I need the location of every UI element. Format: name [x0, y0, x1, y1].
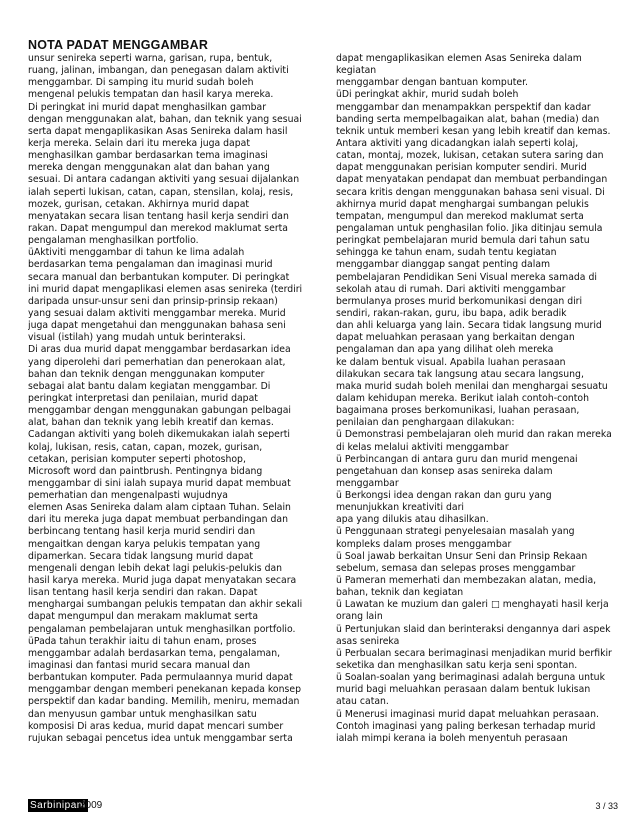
- text-line: sesuai. Di antara cadangan aktiviti yang sesuai dijalankan: [28, 174, 300, 186]
- text-line: ü Perbualan secara berimaginasi menjadikan murid berfikir: [336, 647, 612, 659]
- text-line: menggambar: [336, 477, 399, 489]
- text-line: ü Menerusi imaginasi murid dapat meluahkan perasaan.: [336, 708, 599, 720]
- text-line: hasil karya mereka. Murid juga dapat menyatakan secara: [28, 575, 297, 587]
- text-line: mengaitkan dengan karya pelukis tempatan yang: [28, 538, 261, 550]
- text-line: juga dapat mengetahui dan menggunakan bahasa seni: [28, 320, 286, 332]
- footer-author: Sarbinipani: [30, 800, 86, 811]
- text-line: dan menyusun gambar untuk menghasilkan satu: [28, 708, 257, 720]
- text-line: ü Perbincangan di antara guru dan murid mengenai: [336, 453, 578, 465]
- text-line: sehingga ke tahun enam, sudah tentu kegiatan: [336, 247, 557, 259]
- text-line: sekolah atau di rumah. Dari aktiviti menggambar: [336, 283, 566, 295]
- text-line: mengenal pelukis tempatan dan hasil karya mereka.: [28, 89, 274, 101]
- text-line: asas senireka: [336, 635, 400, 647]
- text-line: üPada tahun terakhir iaitu di tahun enam, proses: [28, 635, 257, 647]
- text-line: dari itu mereka juga dapat membuat perbandingan dan: [28, 514, 289, 526]
- document-title: NOTA PADAT MENGGAMBAR: [28, 38, 209, 52]
- text-line: penilaian dan penghargaan dilakukan:: [336, 417, 515, 429]
- text-line: ü Soal jawab berkaitan Unsur Seni dan Prinsip Rekaan: [336, 550, 588, 562]
- text-line: Di aras dua murid dapat menggambar berdasarkan idea: [28, 344, 291, 356]
- text-line: bermulanya proses murid berkomunikasi dengan diri: [336, 295, 583, 307]
- text-line: menggambar dianggap sangat penting dalam: [336, 259, 551, 271]
- text-line: secara manual dan berbantukan komputer. Di peringkat: [28, 271, 290, 283]
- text-line: apa yang dilukis atau dihasilkan.: [336, 514, 489, 526]
- text-line: menggambar dengan bantuan komputer.: [336, 77, 529, 89]
- text-line: Microsoft word dan paintbrush. Pentingnya bidang: [28, 465, 263, 477]
- left-column: [28, 53, 321, 745]
- text-line: ini murid dapat mengaplikasi elemen asas senireka (terdiri: [28, 283, 303, 295]
- text-line: bahan dan teknik dengan menggunakan komputer: [28, 368, 265, 380]
- text-line: dapat menggunakan perisian komputer sendiri. Murid: [336, 162, 587, 174]
- text-line: dilakukan secara tak langsung atau secara langsung,: [336, 368, 584, 380]
- text-line: dan ahli keluarga yang lain. Secara tidak langsung murid: [336, 320, 602, 332]
- text-line: pengalaman pembelajaran untuk menghasilkan portfolio.: [28, 623, 296, 635]
- text-line: ü Pertunjukan slaid dan berinteraksi dengannya dari aspek: [336, 623, 611, 635]
- text-line: yang sesuai dalam aktiviti menggambar mereka. Murid: [28, 307, 286, 319]
- text-line: komposisi Di aras kedua, murid dapat mencari sumber: [28, 720, 284, 732]
- text-line: menggambar dan menampakkan perspektif dan kadar: [336, 101, 591, 113]
- text-line: unsur senireka seperti warna, garisan, rupa, bentuk,: [28, 53, 273, 64]
- text-line: ruang, jalinan, imbangan, dan penegasan dalam aktiviti: [28, 65, 289, 77]
- text-line: menggambar di sini ialah supaya murid dapat membuat: [28, 477, 291, 489]
- text-line: pengetahuan dan konsep asas senireka dalam: [336, 465, 553, 477]
- text-line: rakan. Dapat mengumpul dan merekod maklumat serta: [28, 222, 288, 234]
- text-line: pengalaman untuk penghasilan folio. Jika ditinjau semula: [336, 222, 603, 234]
- text-line: bahan, teknik dan kegiatan: [336, 587, 464, 599]
- text-line: dengan menggunakan alat, bahan, dan teknik yang sesuai: [28, 113, 302, 125]
- text-line: bagaimana proses berkomunikasi, luahan perasaan,: [336, 405, 580, 417]
- text-line: dapat meluahkan perasaan yang berkaitan dengan: [336, 332, 575, 344]
- right-column: [336, 53, 626, 745]
- text-line: kolaj, lukisan, resis, catan, capan, mozek, gurisan,: [28, 441, 263, 453]
- text-line: elemen Asas Senireka dalam alam ciptaan Tuhan. Selain: [28, 502, 291, 514]
- text-line: kompleks dalam proses menggambar: [336, 538, 512, 550]
- footer-year: 2009: [80, 800, 103, 811]
- text-line: akhirnya murid dapat menghargai sumbangan pelukis: [336, 198, 589, 210]
- text-line: dapat menyatakan pendapat dan membuat perbandingan: [336, 174, 608, 186]
- text-line: ü Lawatan ke muzium dan galeri □ menghayati hasil kerja: [336, 599, 609, 611]
- text-line: menggambar. Di samping itu murid sudah boleh: [28, 77, 254, 89]
- text-line: dapat mengumpul dan merakam maklumat serta: [28, 611, 259, 623]
- text-line: mereka dengan menggunakan alat dan bahan yang: [28, 162, 270, 174]
- text-line: üAktiviti menggambar di tahun ke lima adalah: [28, 247, 245, 259]
- text-line: Di peringkat ini murid dapat menghasilkan gambar: [28, 101, 267, 113]
- text-line: dalam kehidupan mereka. Berikut ialah contoh-contoh: [336, 392, 590, 404]
- text-line: sebelum, semasa dan selepas proses menggambar: [336, 562, 576, 574]
- text-line: ü Soalan-soalan yang berimaginasi adalah berguna untuk: [336, 672, 605, 684]
- text-line: menggambar dengan memberi penekanan kepada konsep: [28, 684, 301, 696]
- text-line: berdasarkan tema pengalaman dan imaginasi murid: [28, 259, 273, 271]
- text-line: tempatan, mengumpul dan merekod maklumat serta: [336, 210, 584, 222]
- text-line: ü Demonstrasi pembelajaran oleh murid dan rakan mereka: [336, 429, 612, 441]
- text-line: rujukan sebagai pencetus idea untuk menggambar serta: [28, 732, 293, 744]
- text-line: üDi peringkat akhir, murid sudah boleh: [336, 89, 519, 101]
- text-line: ü Pameran memerhati dan membezakan alatan, media,: [336, 575, 597, 587]
- page-number: 3 / 33: [595, 801, 618, 811]
- text-line: menggambar dengan menggunakan gabungan pelbagai: [28, 405, 291, 417]
- text-line: menghargai sumbangan pelukis tempatan dan akhir sekali: [28, 599, 303, 611]
- text-line: ialah mimpi kerana ia boleh menyentuh perasaan: [336, 732, 568, 744]
- text-line: Cadangan aktiviti yang boleh dikemukakan ialah seperti: [28, 429, 290, 441]
- text-line: mengenali dengan lebih dekat lagi pelukis-pelukis dan: [28, 562, 283, 574]
- text-line: ü Berkongsi idea dengan rakan dan guru yang: [336, 490, 552, 502]
- text-line: peringkat pembelajaran murid bemula dari tahun satu: [336, 235, 590, 247]
- text-line: maka murid sudah boleh menilai dan menghargai sesuatu: [336, 380, 608, 392]
- text-line: ü Penggunaan strategi penyelesaian masalah yang: [336, 526, 575, 538]
- text-line: murid bagi meluahkan perasaan dalam bentuk lukisan: [336, 684, 591, 696]
- text-line: di kelas melalui aktiviti menggambar: [336, 441, 509, 453]
- text-line: serta dapat mengaplikasikan Asas Senireka dalam hasil: [28, 125, 288, 137]
- text-line: imaginasi dan fantasi murid secara manual dan: [28, 660, 251, 672]
- text-line: Antara aktiviti yang dicadangkan ialah seperti kolaj,: [336, 137, 579, 149]
- text-line: teknik untuk memberi kesan yang lebih kreatif dan kemas.: [336, 125, 611, 137]
- text-line: kerja mereka. Selain dari itu mereka juga dapat: [28, 137, 250, 149]
- text-line: kegiatan: [336, 65, 377, 77]
- text-line: visual (istilah) yang mudah untuk berinteraksi.: [28, 332, 246, 344]
- text-line: yang diperolehi dari pemerhatian dan penerokaan alat,: [28, 356, 286, 368]
- text-line: catan, montaj, mozek, lukisan, cetakan sutera saring dan: [336, 150, 604, 162]
- text-line: daripada unsur-unsur seni dan prinsip-prinsip rekaan): [28, 295, 278, 307]
- text-line: banding serta mempelbagaikan alat, bahan (media) dan: [336, 113, 600, 125]
- text-line: cetakan, perisian komputer seperti photoshop,: [28, 453, 246, 465]
- text-line: menyatakan secara lisan tentang hasil kerja sendiri dan: [28, 210, 289, 222]
- text-line: ialah seperti lukisan, catan, capan, stensilan, kolaj, resis,: [28, 186, 294, 198]
- text-line: menggambar adalah berdasarkan tema, pengalaman,: [28, 647, 281, 659]
- text-line: menunjukkan kreativiti dari: [336, 502, 464, 514]
- text-line: alat, bahan dan teknik yang lebih kreatif dan kemas.: [28, 417, 274, 429]
- page-footer: [28, 799, 618, 813]
- text-line: atau catan.: [336, 696, 389, 708]
- text-line: pengalaman dan apa yang dilihat oleh mereka: [336, 344, 554, 356]
- text-line: seketika dan menghasilkan satu kerja seni spontan.: [336, 660, 578, 672]
- text-line: dipamerkan. Secara tidak langsung murid dapat: [28, 550, 254, 562]
- text-line: dapat mengaplikasikan elemen Asas Senireka dalam: [336, 53, 582, 64]
- text-line: sebagai alat bantu dalam kegiatan menggambar. Di: [28, 380, 271, 392]
- text-line: menghasilkan gambar berdasarkan tema imaginasi: [28, 150, 268, 162]
- text-line: berbantukan komputer. Pada permulaannya murid dapat: [28, 672, 293, 684]
- text-line: mozek, gurisan, cetakan. Akhirnya murid dapat: [28, 198, 250, 210]
- text-line: pembelajaran Pendidikan Seni Visual mereka samada di: [336, 271, 597, 283]
- text-line: peringkat interpretasi dan penilaian, murid dapat: [28, 392, 258, 404]
- text-line: sendiri, rakan-rakan, guru, ibu bapa, adik beradik: [336, 307, 567, 319]
- text-line: pemerhatian dan mengenalpasti wujudnya: [28, 490, 228, 502]
- text-line: ke dalam bentuk visual. Apabila luahan perasaan: [336, 356, 566, 368]
- text-line: pengalaman menghasilkan portfolio.: [28, 235, 199, 247]
- text-line: perspektif dan kadar banding. Memilih, meniru, memadan: [28, 696, 300, 708]
- text-line: berbincang tentang hasil kerja murid sendiri dan: [28, 526, 256, 538]
- text-line: secara kritis dengan menggunakan bahasa seni visual. Di: [336, 186, 605, 198]
- text-line: Contoh imaginasi yang paling berkesan terhadap murid: [336, 720, 596, 732]
- text-line: lisan tentang hasil kerja sendiri dan rakan. Dapat: [28, 587, 258, 599]
- text-line: orang lain: [336, 611, 383, 623]
